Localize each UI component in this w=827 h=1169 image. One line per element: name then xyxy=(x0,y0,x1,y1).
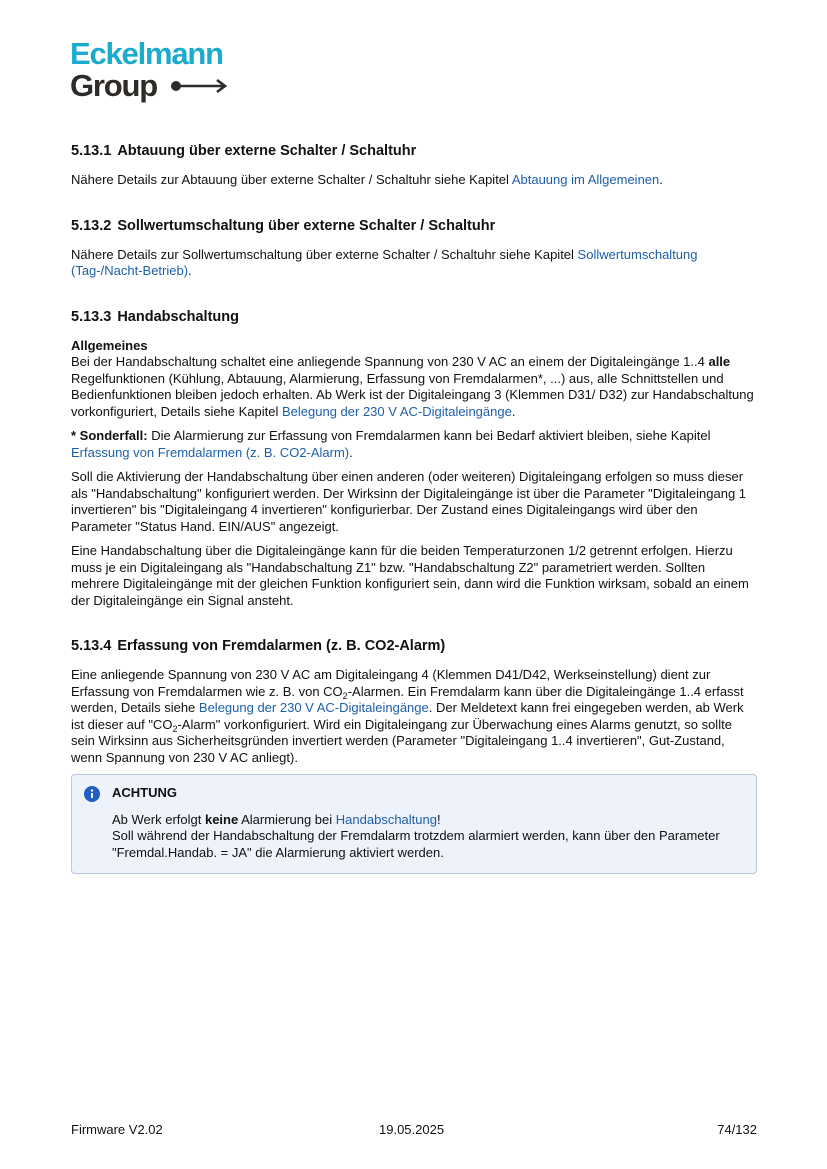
section-5-13-4-text: Eine anliegende Spannung von 230 V AC am Digitaleingang 4 (Klemmen D41/D42, Werkseinstellung) dient zur Erfassung von Fremdalarmen wie z. B. von $CO_2$-Alarmen. Ein Fremdalarm kann über die Digitaleingänge 1..4 erfasst werden, Details siehe Belegung der 230 V AC-Digitaleingänge. Der Meldetext kann frei eingegeben werden, ab Werk ist dieser auf "$CO_2$-Alarm" vorkonfiguriert. Wird ein Digitaleingang zur Überwachung eines Alarms genutzt, so sollte sein Wirksinn aus Sicherheitsgründen invertiert werden (Parameter "Digitaleingang 1..4 invertieren", Gut-Zustand, wenn Spannung von 230 V AC anliegt). xyxy=(71,667,744,765)
link-erfassung-fremdalarmen[interactable]: Erfassung von Fremdalarmen (z. B. CO2-Alarm) xyxy=(71,444,350,460)
section-5-13-1-text: Nähere Details zur Abtauung über externe Schalter / Schaltuhr siehe Kapitel Abtauung im Allgemeinen. xyxy=(71,172,663,187)
document-body xyxy=(71,132,757,874)
link-belegung-digitaleingaenge-2[interactable]: Belegung der 230 V AC-Digitaleingänge xyxy=(198,700,429,715)
section-5-13-3-para-2: * Sonderfall: Die Alarmierung zur Erfassung von Fremdalarmen kann bei Bedarf aktiviert bleiben, siehe Kapitel Erfassung von Fremdalarmen (z. B. CO2-Alarm). xyxy=(71,428,711,460)
logo-line-2: Group xyxy=(70,68,157,103)
footer-date: 19.05.2025 xyxy=(379,1122,445,1137)
page-footer xyxy=(71,1122,757,1140)
callout-title: ACHTUNG xyxy=(112,785,177,800)
link-handabschaltung[interactable]: Handabschaltung xyxy=(335,811,437,827)
callout-line-2: Soll während der Handabschaltung der Fremdalarm trotzdem alarmiert werden, kann über den Parameter "Fremdal.Handab. = JA" die Alarmierung aktiviert werden. xyxy=(112,828,720,860)
section-5-13-3-heading: 5.13.3 Handabschaltung xyxy=(71,308,239,325)
warning-callout xyxy=(71,774,757,874)
logo-line-1: Eckelmann xyxy=(70,36,223,71)
subheading-allgemeines: Allgemeines xyxy=(71,337,148,353)
footer-page-number: 74/132 xyxy=(717,1122,757,1137)
info-icon xyxy=(84,786,100,802)
section-5-13-3-para-3: Soll die Aktivierung der Handabschaltung über einen anderen (oder weiteren) Digitaleingang erfolgen so muss dieser als "Handabschaltung" konfiguriert werden. Der Wirksinn der Digitaleingänge ist über die Parameter "Digitaleingang 1 invertieren" bis "Digitaleingang 4 invertieren" konfigurierbar. Der Zustand eines Digitaleingangs wird über den Parameter "Status Hand. EIN/AUS" angezeigt. xyxy=(71,469,747,534)
arrow-icon xyxy=(170,78,230,94)
section-5-13-2-heading: 5.13.2 Sollwertumschaltung über externe Schalter / Schaltuhr xyxy=(71,217,496,234)
link-abtauung[interactable]: Abtauung im Allgemeinen xyxy=(511,172,660,187)
section-5-13-1-heading: 5.13.1 Abtauung über externe Schalter / Schaltuhr xyxy=(71,143,417,159)
section-5-13-3-para-4: Eine Handabschaltung über die Digitaleingänge kann für die beiden Temperaturzonen 1/2 getrennt erfolgen. Hierzu muss je ein Digitaleingang als "Handabschaltung Z1" bzw. "Handabschaltung Z2" parametriert werden. Sollten mehrere Digitaleingänge mit der gleichen Funktion konfiguriert sein, dann wird die Funktion wirksam, sobald an einem der Digitaleingänge ein Signal ansteht. xyxy=(71,543,749,608)
section-5-13-4-heading: 5.13.4 Erfassung von Fremdalarmen (z. B. CO2-Alarm) xyxy=(71,638,446,654)
callout-line-1: Ab Werk erfolgt keine Alarmierung bei Handabschaltung! xyxy=(112,811,441,827)
link-belegung-digitaleingaenge[interactable]: Belegung der 230 V AC-Digitaleingänge xyxy=(282,403,512,419)
link-sollwertumschaltung[interactable]: Sollwertumschaltung (Tag-/Nacht-Betrieb) xyxy=(71,246,698,278)
section-5-13-2-text: Nähere Details zur Sollwertumschaltung über externe Schalter / Schaltuhr siehe Kapitel Sollwertumschaltung (Tag-/Nacht-Betrieb). xyxy=(71,246,698,278)
footer-firmware: Firmware V2.02 xyxy=(71,1122,163,1137)
section-5-13-3-para-1: Allgemeines Bei der Handabschaltung schaltet eine anliegende Spannung von 230 V AC an einem der Digitaleingänge 1..4 alle Regelfunktionen (Kühlung, Abtauung, Alarmierung, Erfassung von Fremdalarmen*, ...) aus, alle Schnittstellen und Bedienfunktionen bleiben jedoch erhalten. Ab Werk ist der Digitaleingang 3 (Klemmen D31/ D32) zur Handabschaltung vorkonfiguriert, Details siehe Kapitel Belegung der 230 V AC-Digitaleingänge. xyxy=(71,338,757,421)
